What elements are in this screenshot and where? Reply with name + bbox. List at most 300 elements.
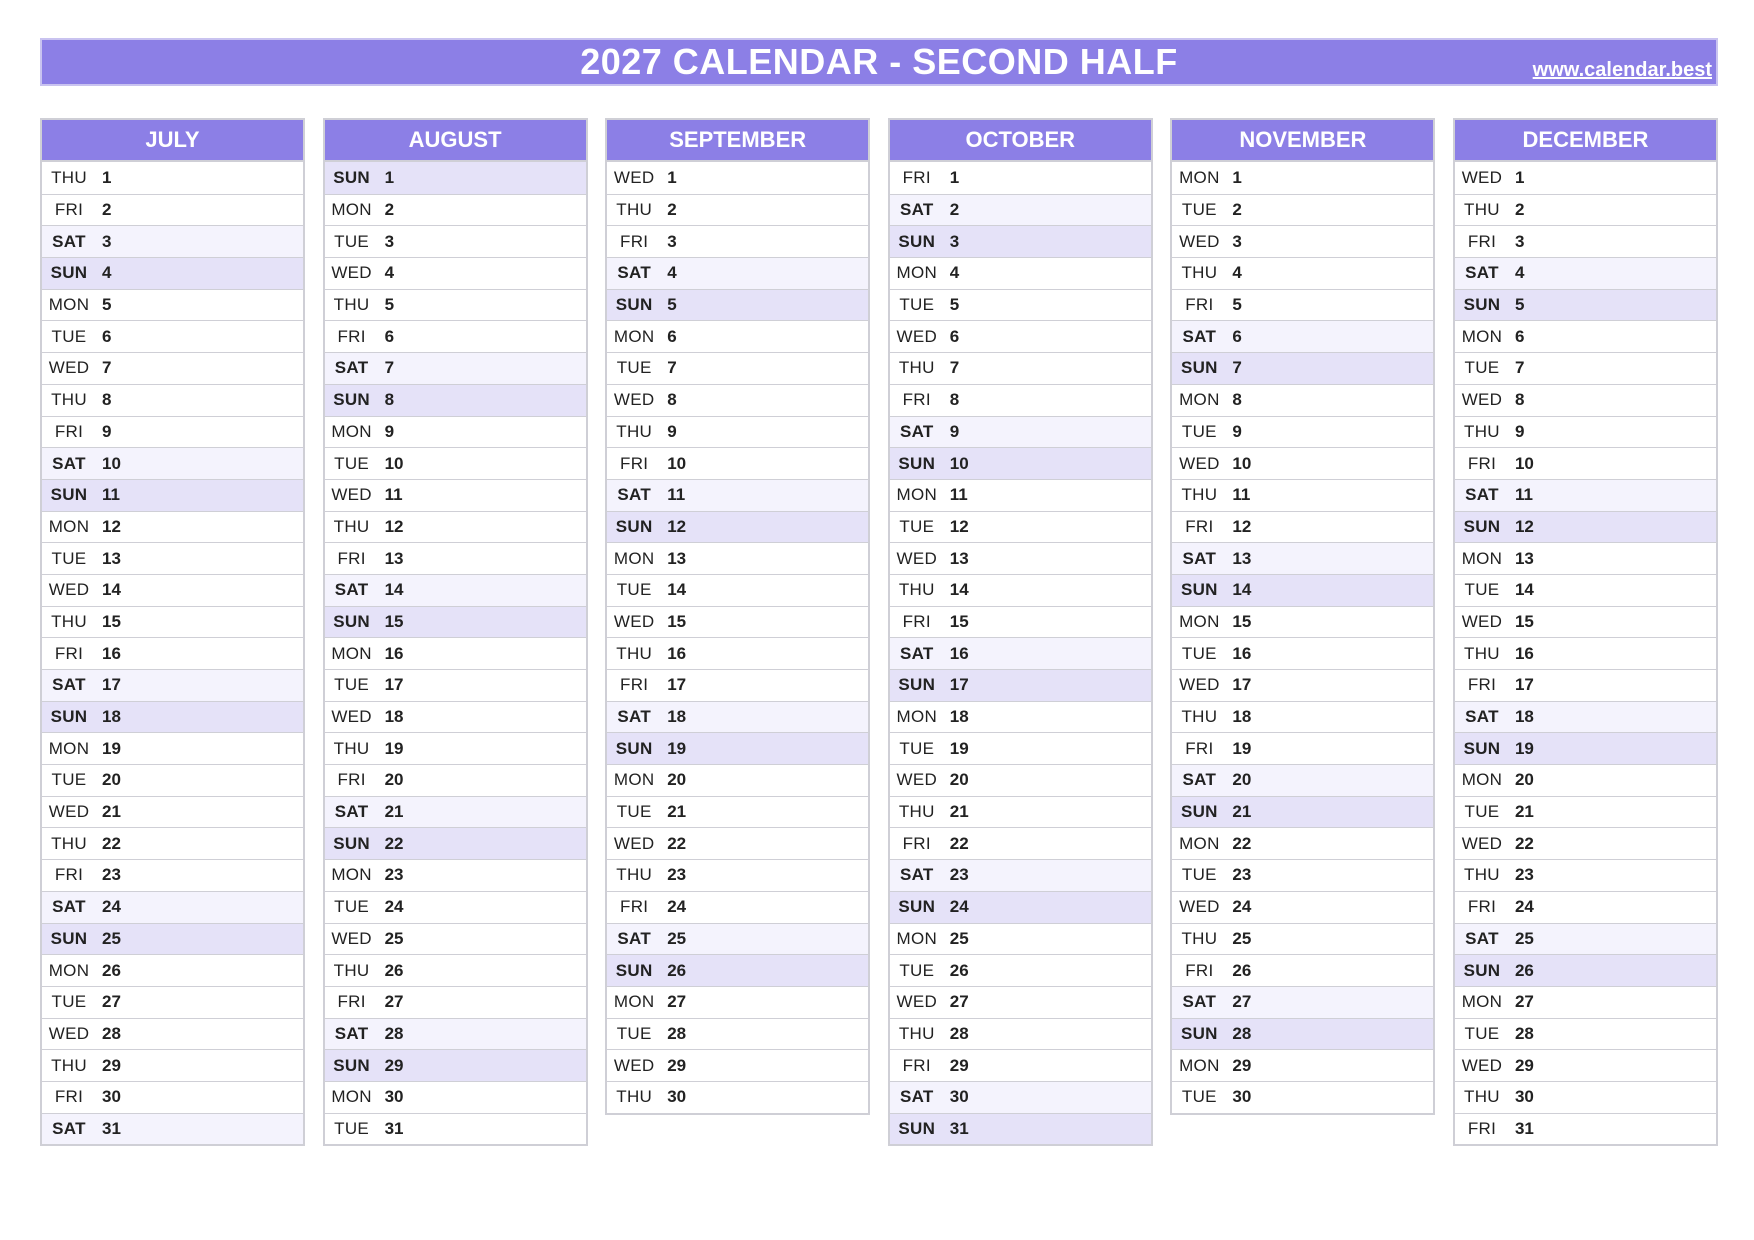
day-of-week: FRI bbox=[1467, 1118, 1497, 1138]
day-of-week: TUE bbox=[616, 358, 652, 378]
day-of-week: WED bbox=[896, 548, 938, 568]
month-header: OCTOBER bbox=[890, 120, 1151, 162]
day-row bbox=[890, 225, 1151, 257]
day-of-week: SAT bbox=[617, 485, 651, 505]
day-row bbox=[890, 320, 1151, 352]
day-of-week: FRI bbox=[1185, 516, 1214, 536]
day-of-week: TUE bbox=[899, 295, 935, 315]
day-number: 11 bbox=[667, 485, 686, 505]
day-of-week: MON bbox=[896, 707, 938, 727]
day-row bbox=[607, 701, 868, 733]
day-number: 21 bbox=[1232, 802, 1252, 822]
day-number: 26 bbox=[384, 960, 404, 980]
day-row bbox=[607, 194, 868, 226]
day-of-week: SUN bbox=[50, 707, 88, 727]
day-row bbox=[607, 574, 868, 606]
day-of-week: THU bbox=[898, 358, 935, 378]
day-of-week: MON bbox=[48, 738, 90, 758]
day-number: 22 bbox=[384, 833, 404, 853]
day-row bbox=[607, 859, 868, 891]
day-of-week: SAT bbox=[1465, 928, 1499, 948]
day-row bbox=[890, 637, 1151, 669]
day-row bbox=[1455, 511, 1716, 543]
day-number: 4 bbox=[949, 263, 960, 283]
day-number: 3 bbox=[102, 231, 112, 251]
day-number: 26 bbox=[1232, 960, 1252, 980]
day-number: 9 bbox=[1232, 421, 1242, 441]
day-of-week: FRI bbox=[1467, 453, 1497, 473]
day-of-week: FRI bbox=[1467, 897, 1497, 917]
day-number: 10 bbox=[949, 453, 969, 473]
day-number: 8 bbox=[667, 390, 677, 410]
day-number: 18 bbox=[384, 707, 404, 727]
day-of-week: MON bbox=[1179, 1055, 1220, 1075]
day-of-week: FRI bbox=[337, 326, 366, 346]
day-row bbox=[42, 574, 303, 606]
day-number: 14 bbox=[1514, 580, 1534, 600]
day-row bbox=[1455, 796, 1716, 828]
day-row bbox=[607, 796, 868, 828]
day-row bbox=[42, 637, 303, 669]
day-of-week: FRI bbox=[1185, 295, 1214, 315]
day-row bbox=[1455, 701, 1716, 733]
day-of-week: TUE bbox=[1181, 421, 1217, 441]
day-of-week: SAT bbox=[334, 358, 369, 378]
day-of-week: THU bbox=[1464, 865, 1500, 885]
day-row bbox=[607, 416, 868, 448]
day-row bbox=[1172, 384, 1433, 416]
day-row bbox=[607, 511, 868, 543]
day-number: 29 bbox=[667, 1055, 687, 1075]
day-row bbox=[1172, 1049, 1433, 1081]
day-row bbox=[1455, 194, 1716, 226]
day-number: 25 bbox=[102, 928, 121, 948]
day-row bbox=[607, 289, 868, 321]
day-of-week: MON bbox=[331, 643, 372, 663]
day-number: 5 bbox=[949, 295, 960, 315]
day-row bbox=[607, 257, 868, 289]
day-number: 19 bbox=[102, 738, 121, 758]
day-number: 3 bbox=[1232, 231, 1242, 251]
day-row bbox=[890, 954, 1151, 986]
day-of-week: TUE bbox=[51, 770, 87, 790]
day-of-week: TUE bbox=[334, 453, 370, 473]
day-number: 6 bbox=[384, 326, 395, 346]
day-row bbox=[325, 352, 586, 384]
month-header: JULY bbox=[42, 120, 303, 162]
day-of-week: WED bbox=[613, 833, 655, 853]
day-row bbox=[1172, 511, 1433, 543]
day-number: 24 bbox=[1232, 897, 1252, 917]
day-number: 25 bbox=[667, 928, 687, 948]
day-number: 16 bbox=[1514, 643, 1534, 663]
day-row bbox=[890, 574, 1151, 606]
day-row bbox=[1455, 637, 1716, 669]
day-row bbox=[325, 859, 586, 891]
day-of-week: MON bbox=[331, 200, 372, 220]
day-row bbox=[1455, 954, 1716, 986]
day-number: 1 bbox=[384, 167, 395, 187]
site-link[interactable]: www.calendar.best bbox=[1532, 59, 1712, 81]
day-of-week: WED bbox=[1179, 897, 1220, 917]
day-row bbox=[325, 384, 586, 416]
month-column-october bbox=[888, 118, 1153, 1146]
day-of-week: WED bbox=[331, 485, 372, 505]
day-of-week: TUE bbox=[1464, 802, 1500, 822]
day-row bbox=[325, 1081, 586, 1113]
day-row bbox=[1455, 606, 1716, 638]
day-of-week: TUE bbox=[1181, 865, 1217, 885]
day-of-week: WED bbox=[1461, 167, 1503, 187]
day-number: 25 bbox=[1514, 928, 1534, 948]
day-number: 18 bbox=[949, 707, 969, 727]
day-row bbox=[325, 1113, 586, 1145]
day-of-week: FRI bbox=[902, 390, 931, 410]
day-of-week: SUN bbox=[1180, 802, 1218, 822]
day-row bbox=[1455, 1081, 1716, 1113]
day-number: 26 bbox=[102, 960, 121, 980]
day-row bbox=[42, 479, 303, 511]
day-row bbox=[607, 1018, 868, 1050]
day-number: 14 bbox=[949, 580, 969, 600]
day-of-week: TUE bbox=[1464, 580, 1500, 600]
day-of-week: SUN bbox=[898, 1118, 936, 1138]
day-number: 21 bbox=[102, 802, 121, 822]
day-row bbox=[42, 416, 303, 448]
day-row bbox=[325, 923, 586, 955]
day-of-week: WED bbox=[1461, 1055, 1503, 1075]
day-of-week: MON bbox=[48, 960, 90, 980]
day-row bbox=[607, 1049, 868, 1081]
day-row bbox=[1455, 891, 1716, 923]
day-row bbox=[42, 701, 303, 733]
day-row bbox=[607, 764, 868, 796]
day-row bbox=[1172, 1018, 1433, 1050]
day-row bbox=[1172, 542, 1433, 574]
day-number: 18 bbox=[1232, 707, 1252, 727]
day-number: 12 bbox=[1514, 516, 1534, 536]
day-row bbox=[42, 225, 303, 257]
months-grid bbox=[40, 118, 1718, 1146]
day-number: 2 bbox=[384, 200, 395, 220]
month-column-november bbox=[1170, 118, 1435, 1115]
day-of-week: MON bbox=[331, 1087, 372, 1107]
day-row bbox=[1455, 225, 1716, 257]
day-number: 1 bbox=[1514, 167, 1525, 187]
day-of-week: TUE bbox=[899, 960, 935, 980]
day-number: 5 bbox=[102, 295, 112, 315]
day-of-week: SUN bbox=[898, 897, 936, 917]
day-of-week: WED bbox=[896, 770, 938, 790]
day-number: 2 bbox=[667, 200, 677, 220]
day-number: 13 bbox=[1232, 548, 1252, 568]
day-of-week: MON bbox=[48, 516, 90, 536]
day-number: 7 bbox=[102, 358, 112, 378]
day-number: 17 bbox=[667, 675, 687, 695]
day-number: 23 bbox=[949, 865, 969, 885]
day-row bbox=[42, 891, 303, 923]
day-number: 27 bbox=[667, 992, 687, 1012]
day-of-week: SAT bbox=[899, 200, 934, 220]
day-of-week: FRI bbox=[902, 611, 931, 631]
day-row bbox=[607, 320, 868, 352]
month-days bbox=[42, 162, 303, 1144]
day-number: 23 bbox=[667, 865, 687, 885]
day-of-week: WED bbox=[613, 611, 655, 631]
day-of-week: SUN bbox=[1180, 580, 1218, 600]
day-of-week: TUE bbox=[51, 992, 87, 1012]
day-number: 24 bbox=[384, 897, 404, 917]
month-days bbox=[890, 162, 1151, 1144]
day-number: 22 bbox=[102, 833, 121, 853]
day-of-week: TUE bbox=[1181, 643, 1217, 663]
day-number: 5 bbox=[667, 295, 677, 315]
day-of-week: THU bbox=[333, 516, 370, 536]
day-of-week: SUN bbox=[898, 453, 936, 473]
day-row bbox=[42, 827, 303, 859]
day-of-week: FRI bbox=[337, 770, 366, 790]
day-row bbox=[325, 606, 586, 638]
day-of-week: MON bbox=[896, 928, 938, 948]
day-row bbox=[1455, 162, 1716, 194]
day-number: 25 bbox=[384, 928, 404, 948]
day-row bbox=[325, 637, 586, 669]
day-row bbox=[1455, 1018, 1716, 1050]
day-of-week: THU bbox=[898, 802, 935, 822]
day-row bbox=[325, 194, 586, 226]
day-number: 28 bbox=[1232, 1023, 1252, 1043]
day-number: 21 bbox=[667, 802, 687, 822]
day-number: 9 bbox=[102, 421, 112, 441]
day-of-week: MON bbox=[331, 421, 372, 441]
day-row bbox=[325, 669, 586, 701]
day-row bbox=[1172, 701, 1433, 733]
day-number: 25 bbox=[949, 928, 969, 948]
day-number: 27 bbox=[384, 992, 404, 1012]
day-of-week: TUE bbox=[334, 1118, 370, 1138]
day-number: 29 bbox=[949, 1055, 969, 1075]
day-row bbox=[890, 542, 1151, 574]
day-row bbox=[325, 954, 586, 986]
day-number: 22 bbox=[667, 833, 687, 853]
day-number: 15 bbox=[384, 611, 404, 631]
day-number: 17 bbox=[102, 675, 121, 695]
day-of-week: SUN bbox=[333, 167, 370, 187]
day-of-week: SUN bbox=[898, 675, 936, 695]
day-row bbox=[1455, 859, 1716, 891]
day-number: 8 bbox=[1232, 390, 1242, 410]
day-number: 31 bbox=[384, 1118, 404, 1138]
day-number: 7 bbox=[1232, 358, 1242, 378]
day-row bbox=[1172, 669, 1433, 701]
day-of-week: SUN bbox=[1180, 358, 1218, 378]
day-row bbox=[890, 511, 1151, 543]
day-of-week: MON bbox=[613, 992, 655, 1012]
day-row bbox=[607, 891, 868, 923]
day-of-week: MON bbox=[1461, 992, 1503, 1012]
day-row bbox=[1172, 257, 1433, 289]
day-row bbox=[325, 479, 586, 511]
day-row bbox=[1455, 986, 1716, 1018]
day-of-week: THU bbox=[1181, 263, 1218, 283]
day-row bbox=[1172, 320, 1433, 352]
day-number: 19 bbox=[667, 738, 687, 758]
day-of-week: SAT bbox=[899, 1087, 934, 1107]
day-number: 16 bbox=[667, 643, 687, 663]
day-of-week: MON bbox=[1461, 770, 1503, 790]
day-row bbox=[1172, 891, 1433, 923]
month-days bbox=[607, 162, 868, 1113]
day-row bbox=[890, 1081, 1151, 1113]
day-of-week: SUN bbox=[333, 390, 370, 410]
day-row bbox=[890, 859, 1151, 891]
day-of-week: TUE bbox=[899, 738, 935, 758]
month-days bbox=[325, 162, 586, 1144]
day-of-week: WED bbox=[1461, 833, 1503, 853]
day-of-week: SUN bbox=[615, 960, 653, 980]
day-number: 10 bbox=[667, 453, 687, 473]
day-number: 23 bbox=[102, 865, 121, 885]
day-row bbox=[890, 289, 1151, 321]
day-number: 3 bbox=[1514, 231, 1525, 251]
day-row bbox=[325, 162, 586, 194]
day-of-week: SUN bbox=[333, 611, 370, 631]
day-of-week: FRI bbox=[54, 1087, 84, 1107]
day-row bbox=[325, 732, 586, 764]
day-row bbox=[42, 669, 303, 701]
day-of-week: WED bbox=[48, 802, 90, 822]
day-of-week: SAT bbox=[52, 897, 86, 917]
day-number: 14 bbox=[667, 580, 687, 600]
day-of-week: THU bbox=[1181, 707, 1218, 727]
day-of-week: MON bbox=[48, 295, 90, 315]
day-number: 4 bbox=[1514, 263, 1525, 283]
day-number: 17 bbox=[384, 675, 404, 695]
day-of-week: THU bbox=[616, 1087, 653, 1107]
day-number: 15 bbox=[102, 611, 121, 631]
day-row bbox=[1172, 954, 1433, 986]
day-of-week: MON bbox=[613, 326, 655, 346]
day-of-week: FRI bbox=[620, 453, 649, 473]
day-row bbox=[890, 796, 1151, 828]
day-number: 8 bbox=[1514, 390, 1525, 410]
day-number: 6 bbox=[102, 326, 112, 346]
day-number: 22 bbox=[1514, 833, 1534, 853]
day-row bbox=[1172, 289, 1433, 321]
day-row bbox=[42, 511, 303, 543]
day-row bbox=[607, 225, 868, 257]
day-of-week: FRI bbox=[54, 421, 84, 441]
day-row bbox=[607, 384, 868, 416]
day-row bbox=[42, 606, 303, 638]
day-number: 26 bbox=[949, 960, 969, 980]
month-header: AUGUST bbox=[325, 120, 586, 162]
day-number: 2 bbox=[949, 200, 960, 220]
day-number: 7 bbox=[949, 358, 960, 378]
day-number: 27 bbox=[949, 992, 969, 1012]
day-of-week: WED bbox=[613, 167, 655, 187]
day-of-week: TUE bbox=[616, 802, 652, 822]
day-number: 20 bbox=[102, 770, 121, 790]
day-number: 19 bbox=[1514, 738, 1534, 758]
day-row bbox=[325, 1018, 586, 1050]
day-of-week: MON bbox=[896, 263, 938, 283]
day-number: 28 bbox=[949, 1023, 969, 1043]
day-of-week: SAT bbox=[1182, 770, 1217, 790]
day-of-week: FRI bbox=[337, 992, 366, 1012]
day-row bbox=[325, 225, 586, 257]
day-of-week: MON bbox=[613, 770, 655, 790]
day-row bbox=[325, 320, 586, 352]
day-row bbox=[890, 384, 1151, 416]
day-of-week: WED bbox=[896, 992, 938, 1012]
day-number: 13 bbox=[667, 548, 687, 568]
day-row bbox=[325, 289, 586, 321]
month-header: NOVEMBER bbox=[1172, 120, 1433, 162]
day-of-week: SUN bbox=[615, 516, 653, 536]
day-row bbox=[42, 257, 303, 289]
day-row bbox=[607, 986, 868, 1018]
day-number: 2 bbox=[102, 200, 112, 220]
day-row bbox=[42, 986, 303, 1018]
day-number: 20 bbox=[384, 770, 404, 790]
day-of-week: FRI bbox=[902, 1055, 931, 1075]
day-row bbox=[1172, 225, 1433, 257]
day-number: 30 bbox=[384, 1087, 404, 1107]
day-of-week: WED bbox=[48, 1023, 90, 1043]
day-row bbox=[42, 194, 303, 226]
day-number: 24 bbox=[949, 897, 969, 917]
day-of-week: WED bbox=[1179, 231, 1220, 251]
day-row bbox=[1455, 827, 1716, 859]
day-of-week: THU bbox=[1464, 421, 1500, 441]
day-of-week: SAT bbox=[1465, 707, 1499, 727]
day-of-week: TUE bbox=[1181, 200, 1217, 220]
day-row bbox=[42, 859, 303, 891]
day-number: 19 bbox=[949, 738, 969, 758]
day-of-week: TUE bbox=[616, 580, 652, 600]
day-number: 16 bbox=[1232, 643, 1252, 663]
day-number: 14 bbox=[1232, 580, 1252, 600]
day-of-week: SAT bbox=[334, 580, 369, 600]
day-of-week: MON bbox=[1179, 167, 1220, 187]
day-of-week: THU bbox=[1464, 1087, 1500, 1107]
day-of-week: FRI bbox=[1185, 960, 1214, 980]
day-row bbox=[325, 574, 586, 606]
day-number: 14 bbox=[102, 580, 121, 600]
month-column-august bbox=[323, 118, 588, 1146]
day-number: 15 bbox=[667, 611, 687, 631]
day-row bbox=[1455, 320, 1716, 352]
day-of-week: THU bbox=[616, 421, 653, 441]
day-row bbox=[890, 257, 1151, 289]
day-of-week: WED bbox=[331, 263, 372, 283]
day-row bbox=[607, 162, 868, 194]
day-row bbox=[890, 606, 1151, 638]
day-row bbox=[42, 162, 303, 194]
day-of-week: THU bbox=[51, 611, 87, 631]
day-row bbox=[42, 1018, 303, 1050]
day-of-week: TUE bbox=[1464, 358, 1500, 378]
day-row bbox=[890, 352, 1151, 384]
day-of-week: SAT bbox=[1465, 263, 1499, 283]
day-number: 22 bbox=[949, 833, 969, 853]
day-number: 30 bbox=[1514, 1087, 1534, 1107]
day-row bbox=[1172, 923, 1433, 955]
day-number: 10 bbox=[384, 453, 404, 473]
month-header: SEPTEMBER bbox=[607, 120, 868, 162]
day-number: 8 bbox=[949, 390, 960, 410]
